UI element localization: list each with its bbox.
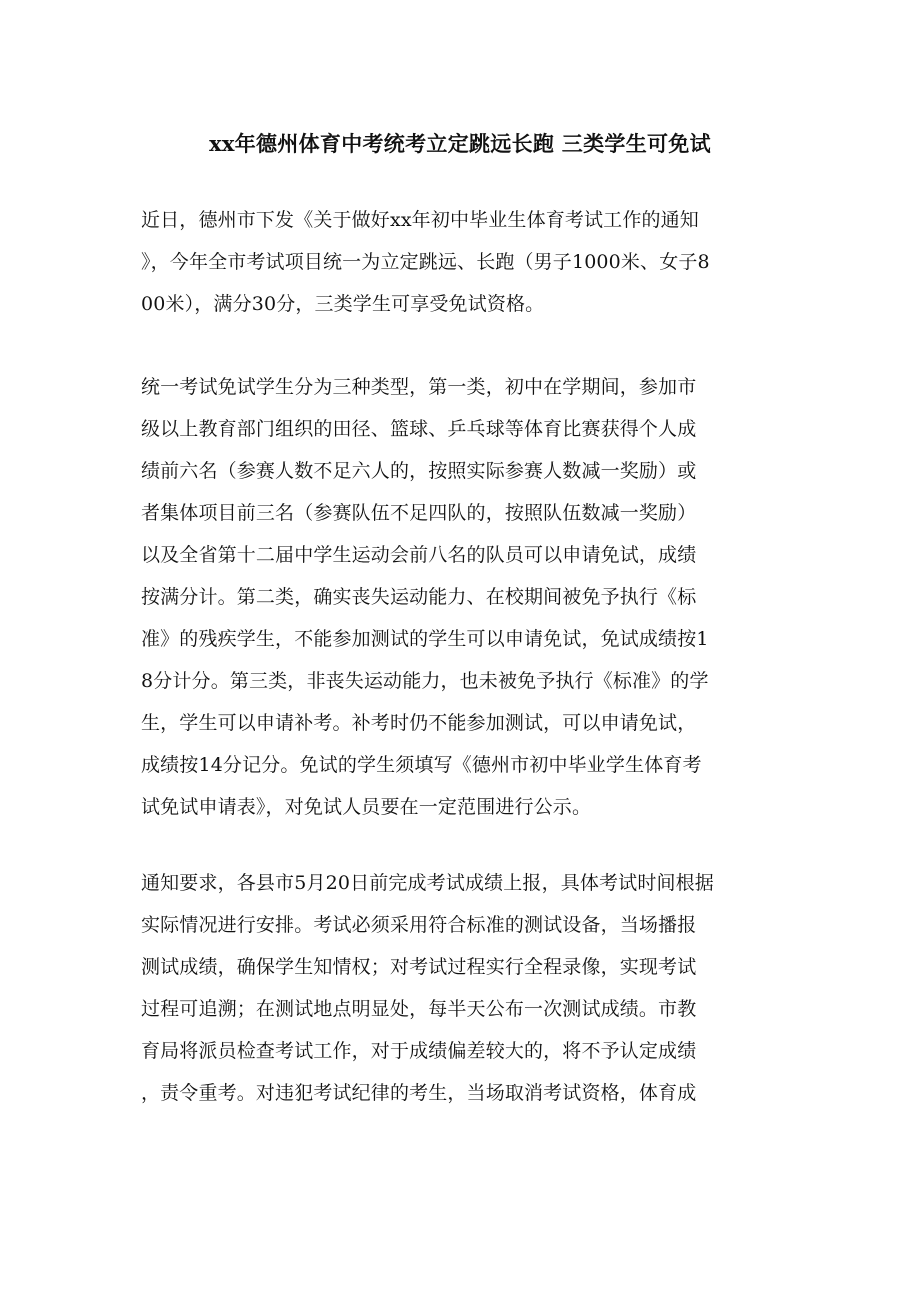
- paragraph-line: 实际情况进行安排。考试必须采用符合标准的测试设备，当场播报: [141, 914, 697, 936]
- paragraph-line: 级以上教育部门组织的田径、篮球、乒乓球等体育比赛获得个人成: [141, 418, 697, 440]
- paragraph-exemption-overview: [141, 199, 791, 325]
- document-title: xx年德州体育中考统考立定跳远长跑 三类学生可免试: [209, 131, 711, 157]
- paragraph-line: 以及全省第十二届中学生运动会前八名的队员可以申请免试，成绩: [141, 544, 697, 566]
- paragraph-notice-requirements: [141, 862, 791, 1114]
- paragraph-exemption-types: [141, 366, 791, 828]
- paragraph-line: 绩前六名（参赛人数不足六人的，按照实际参赛人数减一奖励）或: [141, 460, 697, 482]
- paragraph-line: 成绩按14分记分。免试的学生须填写《德州市初中毕业学生体育考: [141, 754, 702, 776]
- paragraph-line: 过程可追溯；在测试地点明显处，每半天公布一次测试成绩。市教: [141, 998, 697, 1020]
- paragraph-line: 统一考试免试学生分为三种类型，第一类，初中在学期间，参加市: [141, 376, 697, 398]
- paragraph-line: 育局将派员检查考试工作，对于成绩偏差较大的，将不予认定成绩: [141, 1040, 697, 1062]
- paragraph-line: ，责令重考。对违犯考试纪律的考生，当场取消考试资格，体育成: [141, 1082, 697, 1104]
- paragraph-line: 生，学生可以申请补考。补考时仍不能参加测试，可以申请免试，: [141, 712, 697, 734]
- paragraph-line: 00米），满分30分，三类学生可享受免试资格。: [141, 293, 545, 315]
- paragraph-line: 者集体项目前三名（参赛队伍不足四队的，按照队伍数减一奖励）: [141, 502, 697, 524]
- paragraph-line: 8分计分。第三类，非丧失运动能力，也未被免予执行《标准》的学: [141, 670, 709, 692]
- paragraph-line: 按满分计。第二类，确实丧失运动能力、在校期间被免予执行《标: [141, 586, 697, 608]
- paragraph-line: 近日，德州市下发《关于做好xx年初中毕业生体育考试工作的通知: [141, 209, 699, 231]
- paragraph-line: 通知要求，各县市5月20日前完成考试成绩上报，具体考试时间根据: [141, 872, 714, 894]
- paragraph-line: 测试成绩，确保学生知情权；对考试过程实行全程录像，实现考试: [141, 956, 697, 978]
- paragraph-line: 试免试申请表》，对免试人员要在一定范围进行公示。: [141, 796, 592, 818]
- paragraph-line: 》，今年全市考试项目统一为立定跳远、长跑（男子1000米、女子8: [141, 251, 710, 273]
- paragraph-line: 准》的残疾学生，不能参加测试的学生可以申请免试，免试成绩按1: [141, 628, 709, 650]
